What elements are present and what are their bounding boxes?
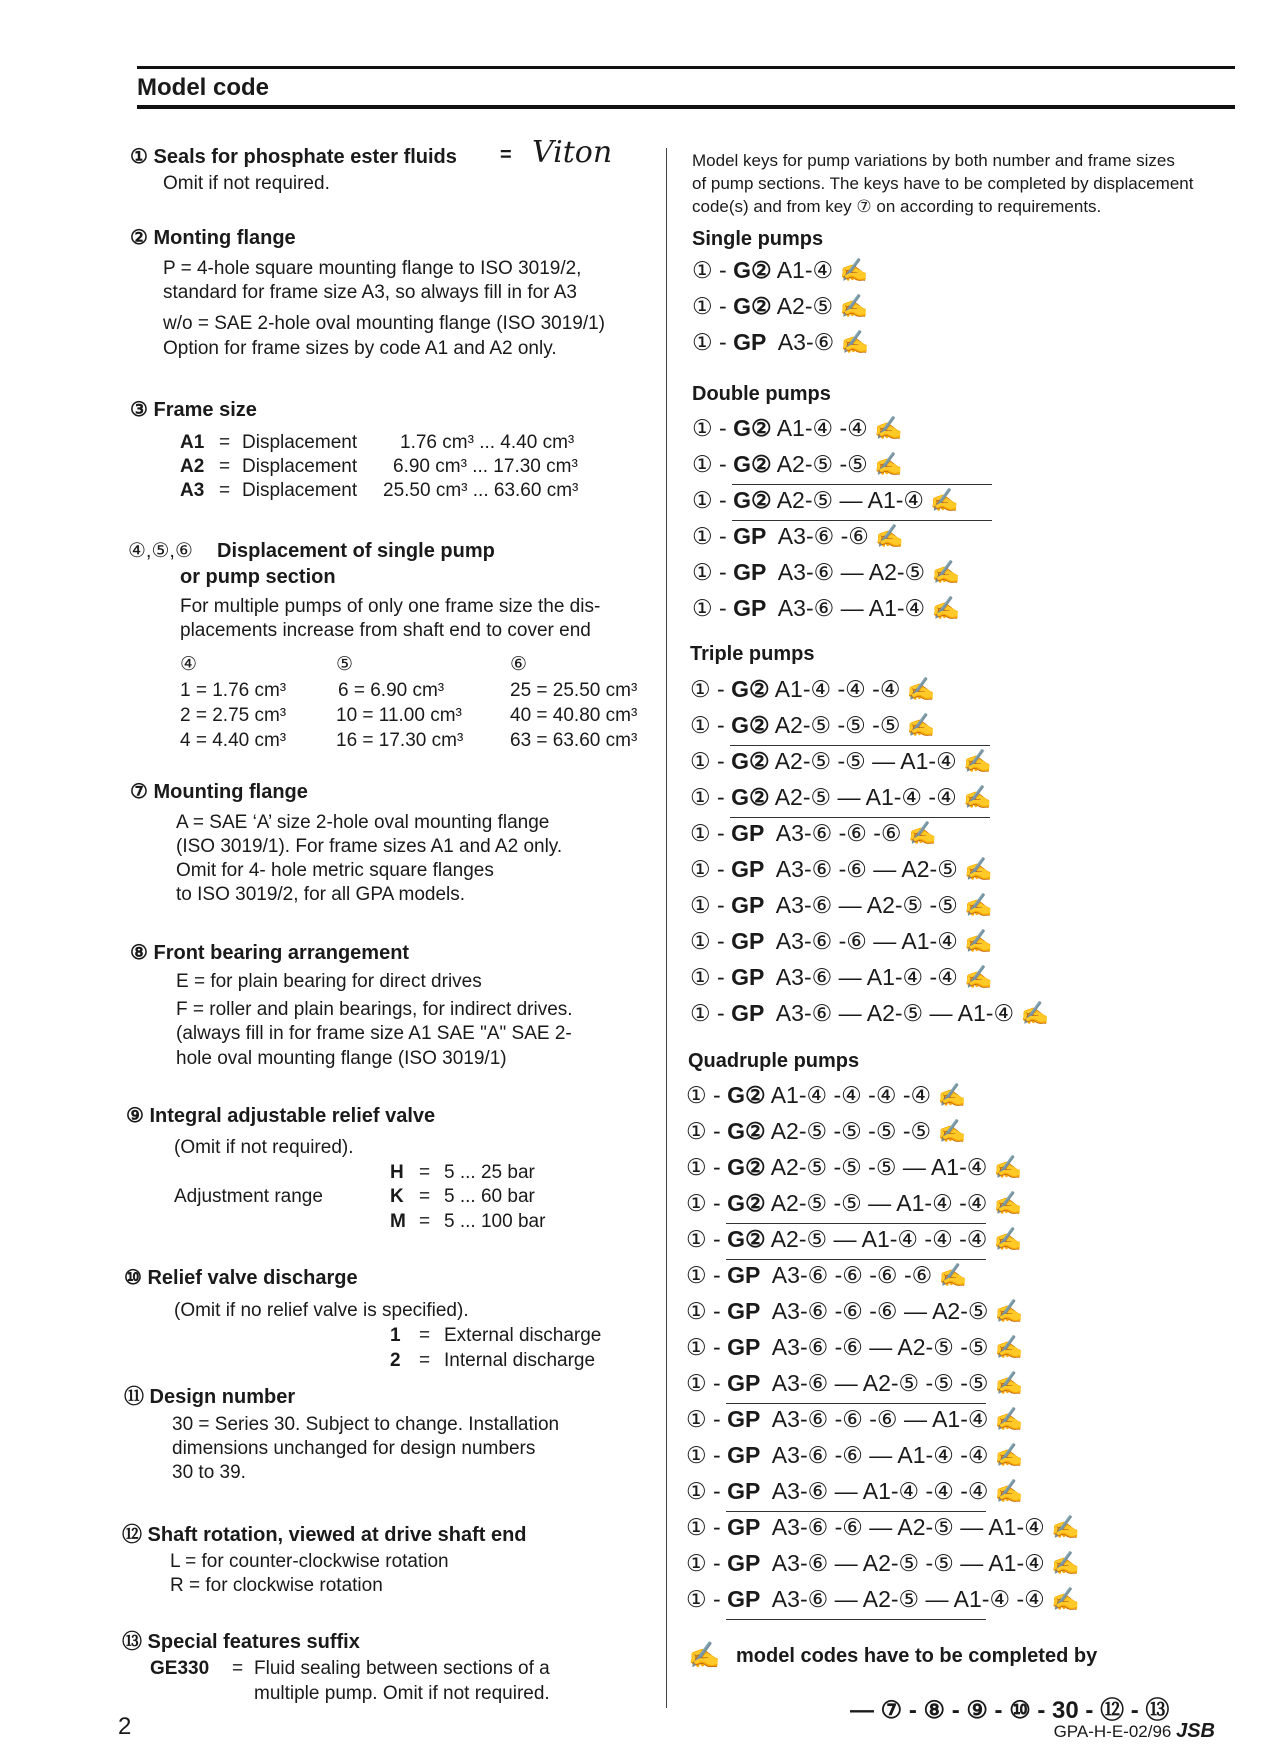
code-prefix: ① - <box>686 1334 728 1360</box>
s3-label: Displacement <box>242 456 358 477</box>
model-code-line <box>686 1154 1022 1181</box>
model-code-line <box>686 1190 1022 1217</box>
code-prefix: ① - <box>690 856 732 882</box>
code-prefix: ① - <box>686 1586 728 1612</box>
code-prefix: ① - <box>692 293 734 319</box>
model-code-line <box>692 487 959 514</box>
code-suffix: A2-⑤ -⑤ ✍ <box>771 451 903 477</box>
group-underline <box>726 1223 986 1224</box>
s8-line: E = for plain bearing for direct drives <box>176 971 482 992</box>
code-prefix: ① - <box>686 1478 728 1504</box>
s3-label: Displacement <box>242 432 358 453</box>
model-code-line <box>686 1334 1024 1361</box>
code-frame: G② <box>731 712 770 738</box>
s11-line: 30 to 39. <box>172 1462 246 1483</box>
header-bottom-rule <box>137 105 1235 109</box>
s10-code: 1 <box>390 1325 401 1346</box>
code-frame: G② <box>733 487 772 513</box>
s4-col-head: ⑥ <box>510 654 528 675</box>
code-prefix: ① - <box>692 415 734 441</box>
code-suffix: A3-⑥ — A1-④ -④ ✍ <box>764 964 993 990</box>
code-frame: GP <box>733 559 767 585</box>
s4-value: 63 = 63.60 cm³ <box>510 730 638 751</box>
model-code-line <box>686 1406 1024 1433</box>
group-underline <box>726 1619 986 1620</box>
code-frame: G② <box>727 1118 766 1144</box>
code-suffix: A3-⑥ — A1-④ ✍ <box>766 595 961 621</box>
model-code-line <box>686 1370 1024 1397</box>
code-prefix: ① - <box>686 1442 728 1468</box>
model-code-line <box>686 1298 1024 1325</box>
s4-title2: or pump section <box>180 566 336 588</box>
code-prefix: ① - <box>690 676 732 702</box>
code-frame: GP <box>727 1334 761 1360</box>
code-prefix: ① - <box>692 451 734 477</box>
s4-value: 4 = 4.40 cm³ <box>180 730 287 751</box>
code-frame: G② <box>727 1190 766 1216</box>
code-frame: GP <box>731 1000 765 1026</box>
code-frame: G② <box>733 293 772 319</box>
model-code-line <box>686 1550 1080 1577</box>
s2-line: standard for frame size A3, so always fill in for A3 <box>163 282 577 303</box>
model-code-line <box>690 856 993 883</box>
model-code-line <box>690 712 935 739</box>
code-suffix: A3-⑥ — A2-⑤ -⑤ — A1-④ ✍ <box>760 1550 1080 1576</box>
code-frame: GP <box>727 1550 761 1576</box>
s13-code: GE330 <box>150 1658 210 1679</box>
quad-pumps-title: Quadruple pumps <box>688 1050 860 1072</box>
s4-value: 40 = 40.80 cm³ <box>510 705 638 726</box>
model-code-line <box>686 1442 1024 1469</box>
model-code-line <box>690 748 992 775</box>
code-prefix: ① - <box>686 1406 728 1432</box>
code-frame: G② <box>733 415 772 441</box>
model-code-line <box>686 1478 1024 1505</box>
pencil-icon: ✍ <box>688 1640 721 1670</box>
code-suffix: A3-⑥ -⑥ -⑥ — A2-⑤ ✍ <box>760 1298 1024 1324</box>
code-prefix: ① - <box>692 559 734 585</box>
intro-line: of pump sections. The keys have to be completed by displacement <box>692 174 1194 193</box>
code-frame: G② <box>733 257 772 283</box>
code-suffix: A3-⑥ — A2-⑤ — A1-④ ✍ <box>764 1000 1050 1026</box>
s9-value: 5 ... 60 bar <box>444 1186 535 1207</box>
code-suffix: A2-⑤ — A1-④ -④ ✍ <box>769 784 992 810</box>
model-code-line <box>686 1118 966 1145</box>
s3-range: 25.50 cm³ ... 63.60 cm³ <box>383 480 579 501</box>
s2-line: P = 4-hole square mounting flange to ISO 3019/2, <box>163 258 582 279</box>
s3-code: A2 <box>180 456 205 477</box>
code-prefix: ① - <box>686 1118 728 1144</box>
code-frame: GP <box>727 1442 761 1468</box>
column-divider <box>666 148 667 1708</box>
model-code-line <box>692 523 904 550</box>
code-suffix: A3-⑥ ✍ <box>766 329 870 355</box>
s4-col-head: ④ <box>180 654 198 675</box>
code-suffix: A2-⑤ -⑤ — A1-④ -④ ✍ <box>765 1190 1023 1216</box>
s3-label: Displacement <box>242 480 358 501</box>
code-frame: G② <box>731 748 770 774</box>
s3-title: ③ Frame size <box>130 399 257 421</box>
code-frame: GP <box>727 1478 761 1504</box>
s13-line: Fluid sealing between sections of a <box>254 1658 550 1679</box>
s9-value: 5 ... 100 bar <box>444 1211 546 1232</box>
s1-eq: = <box>500 144 512 166</box>
s7-title: ⑦ Mounting flange <box>130 781 308 803</box>
s12-line: L = for counter-clockwise rotation <box>170 1551 449 1572</box>
code-prefix: ① - <box>690 1000 732 1026</box>
code-suffix: A2-⑤ -⑤ — A1-④ ✍ <box>769 748 992 774</box>
s2-line: Option for frame sizes by code A1 and A2 only. <box>163 338 557 359</box>
model-code-line <box>690 676 935 703</box>
model-code-line <box>690 928 993 955</box>
s9-code: K <box>390 1186 404 1207</box>
code-suffix: A2-⑤ -⑤ -⑤ -⑤ ✍ <box>765 1118 967 1144</box>
model-code-line <box>690 820 937 847</box>
intro-line: code(s) and from key ⑦ on according to requirements. <box>692 197 1102 216</box>
group-underline <box>732 484 992 485</box>
s3-range: 6.90 cm³ ... 17.30 cm³ <box>393 456 578 477</box>
s8-line: F = roller and plain bearings, for indirect drives. <box>176 999 573 1020</box>
s4-value: 16 = 17.30 cm³ <box>336 730 464 751</box>
s9-title: ⑨ Integral adjustable relief valve <box>126 1105 436 1127</box>
code-frame: G② <box>731 676 770 702</box>
s13-line: multiple pump. Omit if not required. <box>254 1683 550 1704</box>
code-suffix: A1-④ ✍ <box>771 257 869 283</box>
s10-omit: (Omit if no relief valve is specified). <box>174 1300 469 1321</box>
header-top-rule <box>137 66 1235 69</box>
code-prefix: ① - <box>690 748 732 774</box>
code-suffix: A1-④ -④ ✍ <box>771 415 903 441</box>
group-underline <box>726 1511 986 1512</box>
group-underline <box>732 520 992 521</box>
s9-eq: = <box>419 1186 431 1207</box>
code-frame: G② <box>727 1226 766 1252</box>
code-prefix: ① - <box>692 523 734 549</box>
model-code-line <box>686 1262 967 1289</box>
code-frame: GP <box>727 1370 761 1396</box>
code-suffix: A3-⑥ — A2-⑤ -⑤ ✍ <box>764 892 993 918</box>
s9-omit: (Omit if not required). <box>174 1137 354 1158</box>
s12-title: ⑫ Shaft rotation, viewed at drive shaft end <box>122 1524 527 1546</box>
s3-eq: = <box>219 480 231 501</box>
s12-line: R = for clockwise rotation <box>170 1575 383 1596</box>
code-frame: GP <box>727 1262 761 1288</box>
s4-value: 2 = 2.75 cm³ <box>180 705 287 726</box>
code-frame: GP <box>731 820 765 846</box>
code-frame: G② <box>727 1154 766 1180</box>
s13-eq: = <box>232 1658 244 1679</box>
s4-value: 25 = 25.50 cm³ <box>510 680 638 701</box>
s10-code: 2 <box>390 1350 401 1371</box>
s4-prefix: ④,⑤,⑥ <box>128 540 193 562</box>
page-number: 2 <box>118 1713 132 1740</box>
code-frame: GP <box>733 523 767 549</box>
code-prefix: ① - <box>690 820 732 846</box>
model-code-line <box>686 1226 1022 1253</box>
code-suffix: A3-⑥ — A2-⑤ — A1-④ -④ ✍ <box>760 1586 1080 1612</box>
code-prefix: ① - <box>690 892 732 918</box>
code-frame: GP <box>731 928 765 954</box>
s10-title: ⑩ Relief valve discharge <box>124 1267 358 1289</box>
s7-line: Omit for 4- hole metric square flanges <box>176 860 494 881</box>
code-suffix: A2-⑤ ✍ <box>771 293 869 319</box>
code-suffix: A2-⑤ — A1-④ ✍ <box>771 487 960 513</box>
s10-eq: = <box>419 1350 431 1371</box>
code-suffix: A3-⑥ -⑥ -⑥ — A1-④ ✍ <box>760 1406 1024 1432</box>
doc-code: GPA-H-E-02/96 <box>1053 1722 1172 1741</box>
code-prefix: ① - <box>686 1226 728 1252</box>
model-code-line <box>692 415 903 442</box>
code-prefix: ① - <box>686 1154 728 1180</box>
s10-value: Internal discharge <box>444 1350 596 1371</box>
s4-line: placements increase from shaft end to cover end <box>180 620 591 641</box>
double-pumps-title: Double pumps <box>692 383 831 405</box>
code-frame: GP <box>731 964 765 990</box>
code-suffix: A3-⑥ -⑥ -⑥ ✍ <box>764 820 937 846</box>
completion-text: model codes have to be completed by <box>736 1645 1098 1667</box>
s7-line: A = SAE ‘A’ size 2-hole oval mounting flange <box>176 812 550 833</box>
s3-eq: = <box>219 456 231 477</box>
s9-code: M <box>390 1211 406 1232</box>
model-code-line <box>686 1586 1080 1613</box>
s1-line: Omit if not required. <box>163 173 330 194</box>
s8-line: (always fill in for frame size A1 SAE "A" SAE 2- <box>176 1023 572 1044</box>
group-underline <box>730 817 990 818</box>
s11-line: dimensions unchanged for design numbers <box>172 1438 536 1459</box>
code-prefix: ① - <box>692 329 734 355</box>
model-code-line <box>692 329 869 356</box>
code-suffix: A3-⑥ — A2-⑤ -⑤ -⑤ ✍ <box>760 1370 1024 1396</box>
s2-title: ② Monting flange <box>130 227 296 249</box>
intro-line: Model keys for pump variations by both number and frame sizes <box>692 151 1175 170</box>
code-prefix: ① - <box>690 964 732 990</box>
code-prefix: ① - <box>686 1514 728 1540</box>
s3-code: A1 <box>180 432 205 453</box>
code-prefix: ① - <box>686 1262 728 1288</box>
model-code-line <box>686 1082 966 1109</box>
s9-range-label: Adjustment range <box>174 1186 323 1207</box>
model-code-line <box>692 257 868 284</box>
code-frame: GP <box>727 1586 761 1612</box>
code-suffix: A3-⑥ -⑥ — A1-④ ✍ <box>764 928 993 954</box>
code-suffix: A3-⑥ -⑥ -⑥ -⑥ ✍ <box>760 1262 968 1288</box>
code-prefix: ① - <box>692 257 734 283</box>
code-prefix: ① - <box>686 1550 728 1576</box>
code-frame: GP <box>727 1406 761 1432</box>
s4-value: 1 = 1.76 cm³ <box>180 680 287 701</box>
code-prefix: ① - <box>690 712 732 738</box>
code-suffix: A3-⑥ -⑥ — A2-⑤ — A1-④ ✍ <box>760 1514 1080 1540</box>
s9-value: 5 ... 25 bar <box>444 1162 535 1183</box>
s4-col-head: ⑤ <box>336 654 354 675</box>
code-suffix: A3-⑥ — A2-⑤ ✍ <box>766 559 961 585</box>
s7-line: to ISO 3019/2, for all GPA models. <box>176 884 466 905</box>
s4-value: 6 = 6.90 cm³ <box>338 680 445 701</box>
s10-value: External discharge <box>444 1325 602 1346</box>
model-code-line <box>690 1000 1049 1027</box>
s4-value: 10 = 11.00 cm³ <box>336 705 462 726</box>
code-frame: GP <box>727 1514 761 1540</box>
model-code-line <box>690 964 993 991</box>
single-pumps-title: Single pumps <box>692 228 824 250</box>
s1-handwritten-value: Viton <box>532 135 613 170</box>
s4-title: Displacement of single pump <box>217 540 495 562</box>
code-frame: GP <box>733 329 767 355</box>
code-suffix: A3-⑥ -⑥ — A2-⑤ -⑤ ✍ <box>760 1334 1024 1360</box>
s11-line: 30 = Series 30. Subject to change. Installation <box>172 1414 560 1435</box>
group-underline <box>730 745 990 746</box>
s7-line: (ISO 3019/1). For frame sizes A1 and A2 only. <box>176 836 563 857</box>
code-suffix: A3-⑥ -⑥ — A1-④ -④ ✍ <box>760 1442 1024 1468</box>
s10-eq: = <box>419 1325 431 1346</box>
code-frame: GP <box>731 892 765 918</box>
triple-pumps-title: Triple pumps <box>690 643 815 665</box>
model-code-line <box>690 892 993 919</box>
code-suffix: A3-⑥ -⑥ — A2-⑤ ✍ <box>764 856 993 882</box>
code-suffix: A1-④ -④ -④ ✍ <box>769 676 936 702</box>
s3-code: A3 <box>180 480 205 501</box>
s2-line: w/o = SAE 2-hole oval mounting flange (ISO 3019/1) <box>163 313 606 334</box>
s4-line: For multiple pumps of only one frame size the dis- <box>180 596 601 617</box>
code-suffix: A3-⑥ — A1-④ -④ -④ ✍ <box>760 1478 1024 1504</box>
model-code-line <box>692 595 960 622</box>
code-prefix: ① - <box>692 595 734 621</box>
s13-title: ⑬ Special features suffix <box>122 1631 360 1653</box>
code-prefix: ① - <box>686 1298 728 1324</box>
s3-eq: = <box>219 432 231 453</box>
code-suffix: A2-⑤ — A1-④ -④ -④ ✍ <box>765 1226 1023 1252</box>
code-prefix: ① - <box>692 487 734 513</box>
code-suffix: A2-⑤ -⑤ -⑤ — A1-④ ✍ <box>765 1154 1023 1180</box>
code-suffix: A3-⑥ -⑥ ✍ <box>766 523 904 549</box>
model-code-line <box>692 559 960 586</box>
code-prefix: ① - <box>690 784 732 810</box>
model-code-line <box>692 293 868 320</box>
s3-range: 1.76 cm³ ... 4.40 cm³ <box>400 432 575 453</box>
code-frame: GP <box>731 856 765 882</box>
code-prefix: ① - <box>686 1370 728 1396</box>
code-frame: G② <box>731 784 770 810</box>
code-suffix: A2-⑤ -⑤ -⑤ ✍ <box>769 712 936 738</box>
s11-title: ⑪ Design number <box>124 1386 296 1408</box>
s8-title: ⑧ Front bearing arrangement <box>130 942 410 964</box>
model-code-line <box>686 1514 1080 1541</box>
group-underline <box>726 1403 986 1404</box>
code-frame: G② <box>733 451 772 477</box>
s9-eq: = <box>419 1211 431 1232</box>
s8-line: hole oval mounting flange (ISO 3019/1) <box>176 1048 507 1069</box>
s9-eq: = <box>419 1162 431 1183</box>
code-frame: GP <box>733 595 767 621</box>
group-underline <box>726 1259 986 1260</box>
code-prefix: ① - <box>686 1082 728 1108</box>
code-prefix: ① - <box>690 928 732 954</box>
document-id <box>1054 1720 1215 1743</box>
page-title: Model code <box>137 74 270 101</box>
code-suffix: A1-④ -④ -④ -④ ✍ <box>765 1082 967 1108</box>
code-prefix: ① - <box>686 1190 728 1216</box>
completion-sequence: — ⑦ - ⑧ - ⑨ - ⑩ - 30 - ⑫ - ⑬ <box>850 1697 1170 1724</box>
code-frame: G② <box>727 1082 766 1108</box>
code-frame: GP <box>727 1298 761 1324</box>
s1-title: ① Seals for phosphate ester fluids <box>130 146 457 168</box>
model-code-line <box>690 784 992 811</box>
brand-logo: JSB <box>1176 1720 1215 1742</box>
s9-code: H <box>390 1162 404 1183</box>
model-code-line <box>692 451 903 478</box>
